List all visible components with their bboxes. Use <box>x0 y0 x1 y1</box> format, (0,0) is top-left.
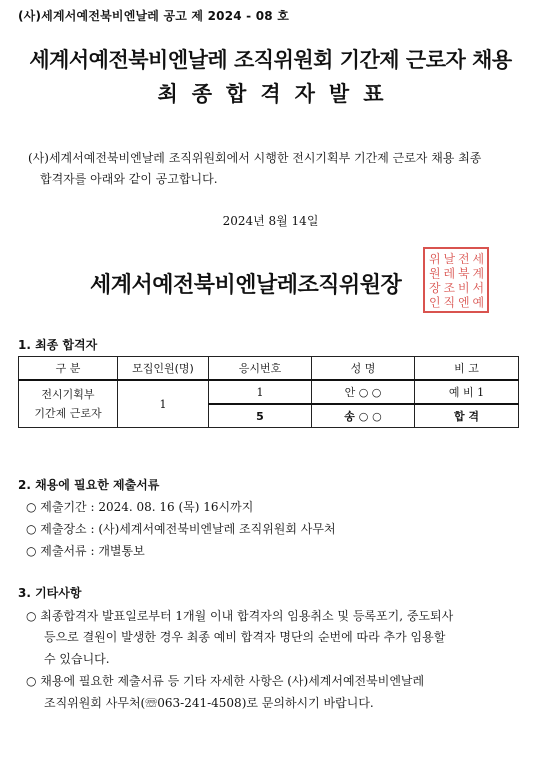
list-item-continuation: 등으로 결원이 발생한 경우 최종 예비 합격자 명단의 순번에 따라 추가 임용할 <box>44 630 446 644</box>
intro-line-2: 합격자를 아래와 같이 공고합니다. <box>40 172 218 186</box>
results-table <box>18 356 519 428</box>
header-category: 구 분 <box>19 357 118 381</box>
seal-character: 인 <box>429 295 441 310</box>
seal-character: 세 <box>472 252 485 266</box>
header-exam-number: 응시번호 <box>209 357 312 381</box>
category-line-2: 기간제 근로자 <box>34 407 102 420</box>
seal-character: 날 <box>443 252 456 266</box>
exam-number-cell: 1 <box>209 380 312 404</box>
seal-character: 전 <box>458 252 470 266</box>
note-cell: 합 격 <box>415 404 519 428</box>
official-seal-stamp <box>423 247 489 313</box>
intro-paragraph <box>28 148 518 190</box>
seal-character: 조 <box>443 281 456 295</box>
exam-number-cell: 5 <box>209 404 312 428</box>
list-item: ○ 제출기간 : 2024. 08. 16 (목) 16시까지 <box>26 500 254 514</box>
list-item: ○ 채용에 필요한 제출서류 등 기타 자세한 사항은 (사)세계서예전북비엔날레 <box>26 674 425 688</box>
seal-character: 레 <box>443 266 456 281</box>
seal-character: 서 <box>472 281 485 295</box>
table-row <box>19 380 519 404</box>
list-item: ○ 제출서류 : 개별통보 <box>26 544 145 558</box>
seal-character: 계 <box>472 266 485 281</box>
seal-character: 예 <box>472 295 485 310</box>
announcement-date: 2024년 8월 14일 <box>222 214 319 228</box>
header-headcount: 모집인원(명) <box>118 357 209 381</box>
seal-character: 북 <box>458 266 470 281</box>
seal-character: 장 <box>429 281 441 295</box>
category-line-1: 전시기획부 <box>41 388 95 401</box>
seal-character: 원 <box>429 266 441 281</box>
list-item-continuation: 수 있습니다. <box>44 652 110 666</box>
intro-line-1: (사)세계서예전북비엔날레 조직위원회에서 시행한 전시기획부 기간제 근로자 채용 최종 <box>28 151 482 165</box>
document-number: (사)세계서예전북비엔날레 공고 제 2024 - 08 호 <box>18 9 289 23</box>
name-cell: 송 ○ ○ <box>312 404 415 428</box>
section-title-required-documents: 2. 채용에 필요한 제출서류 <box>18 478 160 492</box>
category-cell <box>19 380 118 428</box>
notice-title: 세계서예전북비엔날레 조직위원회 기간제 근로자 채용 <box>29 48 512 72</box>
seal-character: 엔 <box>458 295 470 310</box>
seal-character: 위 <box>429 252 441 266</box>
section-title-final-candidates: 1. 최종 합격자 <box>18 338 98 352</box>
seal-character: 직 <box>443 295 456 310</box>
seal-character: 비 <box>458 281 470 295</box>
notice-subtitle: 최종합격자발표 <box>157 82 398 106</box>
seal-icon <box>425 249 487 311</box>
list-item: ○ 제출장소 : (사)세계서예전북비엔날레 조직위원회 사무처 <box>26 522 336 536</box>
organization-signature: 세계서예전북비엔날레조직위원장 <box>90 273 402 298</box>
list-item: ○ 최종합격자 발표일로부터 1개월 이내 합격자의 임용취소 및 등록포기, 중도퇴사 <box>26 609 454 623</box>
section-title-other-matters: 3. 기타사항 <box>18 586 82 600</box>
name-cell: 안 ○ ○ <box>312 380 415 404</box>
headcount-cell: 1 <box>118 380 209 428</box>
header-name: 성 명 <box>312 357 415 381</box>
note-cell: 예 비 1 <box>415 380 519 404</box>
table-header-row <box>19 357 519 381</box>
list-item-continuation: 조직위원회 사무처(☏063-241-4508)로 문의하시기 바랍니다. <box>44 696 374 710</box>
header-note: 비 고 <box>415 357 519 381</box>
